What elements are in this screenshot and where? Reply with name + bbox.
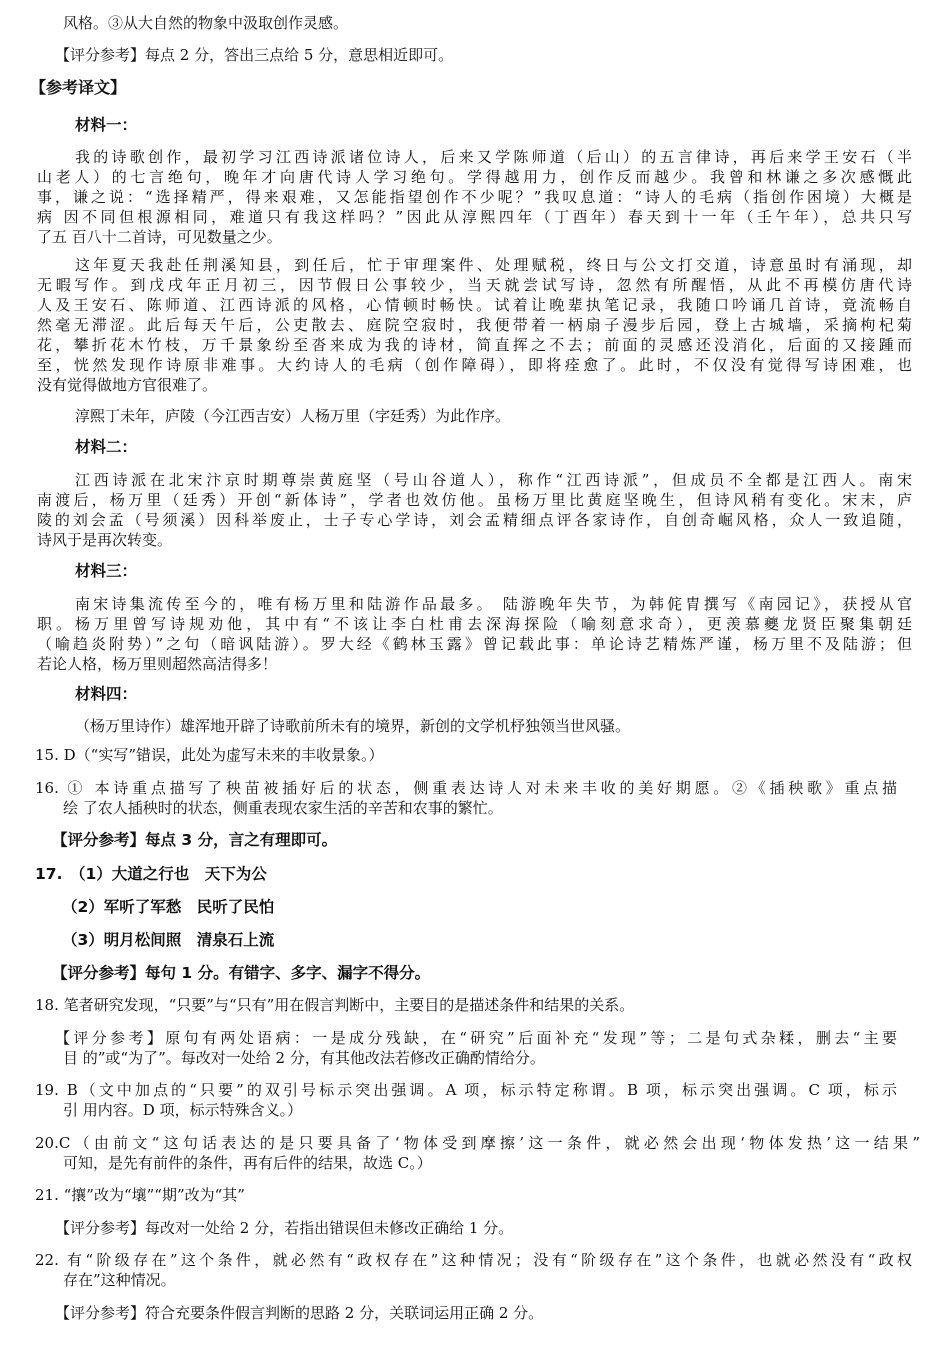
answer-18-score-line: 【评分参考】原句有两处语病：一是成分残缺，在“研究”后面补充“发现”等；二是句式杂糅，删去“主要 [55,1029,897,1047]
paragraph-line: 了五 百八十二首诗，可见数量之少。 [37,228,282,246]
paragraph-line: 山老人）的七言绝句，晚年才向唐代诗人学习绝句。学得越用力，创作反而越少。我曾和林谦之多次感慨此 [37,168,912,186]
answer-20-line: 20.C（由前文“这句话表达的是只要具备了‘物体受到摩擦’这一条件，就必然会出现‘物体发热’这一结果” [35,1134,920,1152]
material-2-title: 材料二： [75,438,138,456]
answer-19-line: 引 用内容。D 项，标示特殊含义。） [63,1101,303,1119]
paragraph-line: （喻趋炎附势）”之句（暗讽陆游）。罗大经《鹤林玉露》曾记载此事：单论诗艺精炼严谨，杨万里不及陆游；但 [37,635,912,653]
paragraph-line: 若论人格，杨万里则超然高洁得多！ [37,655,278,673]
answer-17-number: 17. [35,865,63,883]
paragraph-line: 人及王安石、陈师道、江西诗派的风格，心情顿时畅快。试着让晚辈执笔记录，我随口吟诵几首诗，竟流畅自 [37,296,912,314]
answer-17-line: （2）军听了军愁 民听了民怕 [62,898,275,916]
answer-22-line: 22. 有“阶级存在”这个条件，就必然有“政权存在”这种情况；没有“阶级存在”这个条件，也就必然没有“政权 [35,1251,912,1269]
intro-score-note: 【评分参考】每点 2 分，答出三点给 5 分，意思相近即可。 [55,46,454,64]
material-1-title: 材料一： [75,116,138,134]
paragraph-line: 然毫无滞涩。此后每天午后，公吏散去、庭院空寂时，我便带着一柄扇子漫步后园，登上古城墙，采摘枸杞菊 [37,316,912,334]
answer-18: 18. 笔者研究发现，“只要”与“只有”用在假言判断中，主要目的是描述条件和结果的关系。 [35,996,635,1014]
paragraph-line: 诗风于是再次转变。 [37,531,173,549]
intro-line: 风格。③从大自然的物象中汲取创作灵感。 [63,14,349,32]
paragraph-line: 南渡后，杨万里（廷秀）开创“新体诗”，学者也效仿他。虽杨万里比黄庭坚晚生，但诗风稍有变化。宋末，庐 [37,491,912,509]
answer-21-score: 【评分参考】每改对一处给 2 分，若指出错误但未修改正确给 1 分。 [55,1219,514,1237]
answer-21: 21. “攘”改为“壤”“期”改为“其” [35,1186,245,1204]
answer-18-score-line: 目 的”或“为了”。每改对一处给 2 分，有其他改法若修改正确酌情给分。 [63,1049,545,1067]
paragraph-line: 病 因不同但根源相同，难道只有我这样吗？”因此从淳熙四年（丁酉年）春天到十一年（壬午年），总共只写 [37,208,912,226]
paragraph-line: （杨万里诗作）雄浑地开辟了诗歌前所未有的境界，新创的文学机杼独领当世风骚。 [75,717,631,735]
paragraph-line: 陵的刘会孟（号须溪）因科举废止，士子专心学诗，刘会孟精细点评各家诗作，自创奇崛风格，众人一致追随， [37,511,912,529]
answer-19-line: 19. B（文中加点的“只要”的双引号标示突出强调。A 项，标示特定称谓。B 项，标示突出强调。C 项，标示 [35,1081,897,1099]
paragraph-line: 职。杨万里曾写诗规劝他，其中有“不该让李白杜甫去深海探险（喻刻意求奇），更羡慕夔龙贤臣聚集朝廷 [37,615,912,633]
answer-17-line: （1）大道之行也 天下为公 [70,865,267,883]
paragraph-line: 花，攀折花木竹枝，万千景象纷至沓来成为我的诗材，简直挥之不去；前面的灵感还没消化，后面的又接踵而 [37,336,912,354]
answer-22-line: 存在”这种情况。 [63,1271,176,1289]
answer-16-line: 绘 了农人插秧时的状态，侧重表现农家生活的辛苦和农事的繁忙。 [63,799,503,817]
paragraph-line: 我的诗歌创作，最初学习江西诗派诸位诗人，后来又学陈师道（后山）的五言律诗，再后来学王安石（半 [75,148,912,166]
answer-15: 15. D（“实写”错误，此处为虚写未来的丰收景象。） [35,746,384,764]
paragraph-line: 事，谦之说：“选择精严，得来艰难，又怎能指望创作不少呢？”我叹息道：“诗人的毛病（指创作困境）大概是 [37,188,912,206]
answer-16-line: 16. ① 本诗重点描写了秧苗被插好后的状态，侧重表达诗人对未来丰收的美好期愿。②《插秧歌》重点描 [35,779,897,797]
answer-17-score: 【评分参考】每句 1 分。有错字、多字、漏字不得分。 [52,964,431,982]
paragraph-line: 这年夏天我赴任荆溪知县，到任后，忙于审理案件、处理赋税，终日与公文打交道，诗意虽时有涌现，却 [75,256,912,274]
material-3-title: 材料三： [75,562,138,580]
paragraph-line: 至，恍然发现作诗原非难事。大约诗人的毛病（创作障碍），即将痊愈了。此时，不仅没有觉得写诗困难，也 [37,356,912,374]
paragraph-line: 南宋诗集流传至今的，唯有杨万里和陆游作品最多。 陆游晚年失节，为韩侂胄撰写《南园记》，获授从官 [75,595,912,613]
paragraph-line: 江西诗派在北宋汴京时期尊崇黄庭坚（号山谷道人），称作“江西诗派”，但成员不全都是江西人。南宋 [75,471,912,489]
answer-16-score: 【评分参考】每点 3 分，言之有理即可。 [52,831,338,849]
paragraph-line: 无暇写作。到戊戌年正月初三，因节假日公事较少，当天就尝试写诗，忽然有所醒悟，从此不再模仿唐代诗 [37,276,912,294]
answer-22-score: 【评分参考】符合充要条件假言判断的思路 2 分，关联词运用正确 2 分。 [55,1304,544,1322]
answer-20-line: 可知，是先有前件的条件，再有后件的结果，故选 C。） [63,1154,432,1172]
material-4-title: 材料四： [75,685,138,703]
paragraph-line: 没有觉得做地方官很难了。 [37,376,218,394]
answer-17-line: （3）明月松间照 清泉石上流 [62,931,275,949]
section-heading-translation: 【参考译文】 [30,78,127,97]
paragraph-line: 淳熙丁未年，庐陵（今江西吉安）人杨万里（字廷秀）为此作序。 [75,407,511,425]
